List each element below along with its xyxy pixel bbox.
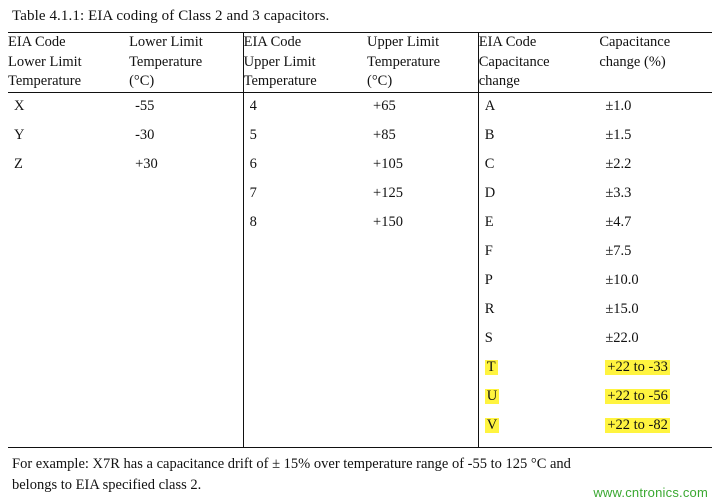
code-text: B <box>484 127 495 143</box>
column-header-eia-code-upper <box>243 33 367 92</box>
header-line: change <box>478 73 520 90</box>
column-capacitance-change-cells <box>599 92 712 447</box>
header-line: Lower Limit <box>129 34 203 50</box>
cell-value <box>605 360 706 389</box>
table-body-row <box>8 92 712 447</box>
header-line: (°C) <box>129 73 155 90</box>
cell-value: 6 <box>249 156 257 172</box>
column-eia-code-upper-cells <box>243 92 367 447</box>
table-caption: Table 4.1.1: EIA coding of Class 2 and 3 capacitors. <box>8 0 712 33</box>
header-line: EIA Code <box>243 34 302 50</box>
change-text-highlighted: +22 to -82 <box>607 417 668 433</box>
cell-value: Y <box>14 127 25 143</box>
column-header-upper-limit-temp <box>367 33 478 92</box>
cell-value <box>485 331 594 360</box>
cell-value <box>605 215 706 244</box>
cell-value <box>485 99 594 128</box>
code-text: S <box>484 330 493 346</box>
code-text: D <box>484 185 496 201</box>
change-text: ±2.2 <box>605 156 632 172</box>
cell-value: +30 <box>135 156 158 172</box>
cell-value <box>485 418 594 447</box>
code-text: F <box>484 243 493 259</box>
code-text-highlighted: U <box>486 388 498 404</box>
header-line: Upper Limit <box>243 53 316 70</box>
change-text: ±1.5 <box>605 127 632 143</box>
cell-value <box>605 389 706 418</box>
header-line: Temperature <box>129 53 203 70</box>
cell-value <box>485 215 594 244</box>
eia-coding-table <box>8 33 712 447</box>
column-eia-code-lower-cells <box>8 92 129 447</box>
cell-value <box>485 389 594 418</box>
code-text: R <box>484 301 495 317</box>
change-text: ±10.0 <box>605 272 639 288</box>
cell-value: 8 <box>249 214 257 230</box>
change-text: ±22.0 <box>605 330 639 346</box>
cell-value: +85 <box>373 127 396 143</box>
footnote-line-2: belongs to EIA specified class 2. <box>12 476 202 493</box>
cell-value <box>605 186 706 215</box>
header-line: Temperature <box>8 73 82 90</box>
code-text: E <box>484 214 494 230</box>
cell-value <box>605 331 706 360</box>
cell-value: Z <box>14 156 23 172</box>
cell-value <box>485 273 594 302</box>
change-text: ±3.3 <box>605 185 632 201</box>
cell-value <box>485 157 594 186</box>
change-text: ±7.5 <box>605 243 632 259</box>
code-text-highlighted: T <box>486 359 496 375</box>
header-line: Temperature <box>243 73 317 90</box>
footnote-line-1: For example: X7R has a capacitance drift of ± 15% over temperature range of -55 to 125 °C and <box>12 455 571 472</box>
code-text: A <box>484 98 496 114</box>
change-text: ±4.7 <box>605 214 632 230</box>
cell-value: 7 <box>249 185 257 201</box>
cell-value <box>485 302 594 331</box>
code-text: P <box>484 272 493 288</box>
cell-value: 4 <box>249 98 257 114</box>
change-text-highlighted: +22 to -56 <box>607 388 668 404</box>
header-line: (°C) <box>367 73 393 90</box>
cell-value <box>485 244 594 273</box>
cell-value: -55 <box>135 98 155 114</box>
header-line: EIA Code <box>478 34 537 50</box>
header-line: change (%) <box>599 53 666 70</box>
header-line: Capacitance <box>478 53 550 70</box>
cell-value <box>605 244 706 273</box>
cell-value <box>605 273 706 302</box>
cell-value: X <box>14 98 25 114</box>
column-header-lower-limit-temp <box>129 33 243 92</box>
cell-value <box>485 360 594 389</box>
cell-value <box>605 157 706 186</box>
column-header-eia-code-capacitance <box>478 33 599 92</box>
cell-value: 5 <box>249 127 257 143</box>
header-line: Capacitance <box>599 34 671 50</box>
header-line: EIA Code <box>8 34 66 50</box>
change-text: ±15.0 <box>605 301 639 317</box>
code-text: C <box>484 156 495 172</box>
column-header-capacitance-change <box>599 33 712 92</box>
cell-value <box>485 186 594 215</box>
cell-value <box>485 128 594 157</box>
table-header-row <box>8 33 712 92</box>
column-header-eia-code-lower <box>8 33 129 92</box>
header-line: Temperature <box>367 53 441 70</box>
column-lower-limit-temp-cells <box>129 92 243 447</box>
site-watermark: www.cntronics.com <box>593 485 708 500</box>
change-text-highlighted: +22 to -33 <box>607 359 668 375</box>
change-text: ±1.0 <box>605 98 632 114</box>
cell-value <box>605 128 706 157</box>
code-text-highlighted: V <box>486 417 498 433</box>
cell-value: +105 <box>373 156 403 172</box>
header-line: Lower Limit <box>8 53 82 70</box>
cell-value <box>605 99 706 128</box>
cell-value: +150 <box>373 214 403 230</box>
cell-value: +65 <box>373 98 396 114</box>
cell-value <box>605 302 706 331</box>
header-line: Upper Limit <box>367 34 440 50</box>
cell-value <box>605 418 706 447</box>
cell-value: -30 <box>135 127 155 143</box>
column-eia-code-capacitance-cells <box>478 92 599 447</box>
cell-value: +125 <box>373 185 403 201</box>
column-upper-limit-temp-cells <box>367 92 478 447</box>
